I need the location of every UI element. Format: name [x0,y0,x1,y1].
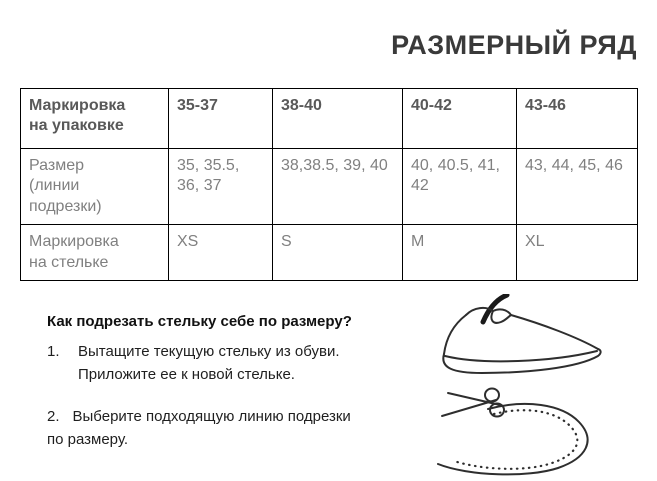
howto-heading: Как подрезать стельку себе по размеру? [47,313,352,330]
size-table [20,88,638,281]
table-row-sizes [21,149,638,225]
step-2-number: 2. [47,408,60,425]
table-cell: 43, 44, 45, 46 [517,149,638,225]
step-1-number: 1. [47,343,60,360]
table-header-col-38-40: 38-40 [273,89,403,149]
row-label-insole-marking: Маркировка на стельке [21,225,169,281]
table-row-insole-marking [21,225,638,281]
table-cell: 38,38.5, 39, 40 [273,149,403,225]
table-header-row [21,89,638,149]
step-2 [47,406,377,451]
table-header-col-43-46: 43-46 [517,89,638,149]
step-2-text: Выберите подходящую линию подрезки [72,408,351,425]
table-cell: XS [169,225,273,281]
table-header-label: Маркировка на упаковке [21,89,169,149]
table-header-col-40-42: 40-42 [403,89,517,149]
sneaker-icon [437,294,607,384]
table-header-col-35-37: 35-37 [169,89,273,149]
page-title: РАЗМЕРНЫЙ РЯД [391,30,637,60]
table-cell: S [273,225,403,281]
step-1 [47,341,340,386]
step-2-text-wrap: по размеру. [47,430,129,448]
row-label-sizes: Размер (линии подрезки) [21,149,169,225]
table-cell: XL [517,225,638,281]
scissors-icon [430,386,602,478]
table-cell: 35, 35.5, 36, 37 [169,149,273,225]
table-cell: M [403,225,517,281]
step-1-text: Вытащите текущую стельку из обуви. Приложите ее к новой стельке. [78,343,340,383]
table-cell: 40, 40.5, 41, 42 [403,149,517,225]
